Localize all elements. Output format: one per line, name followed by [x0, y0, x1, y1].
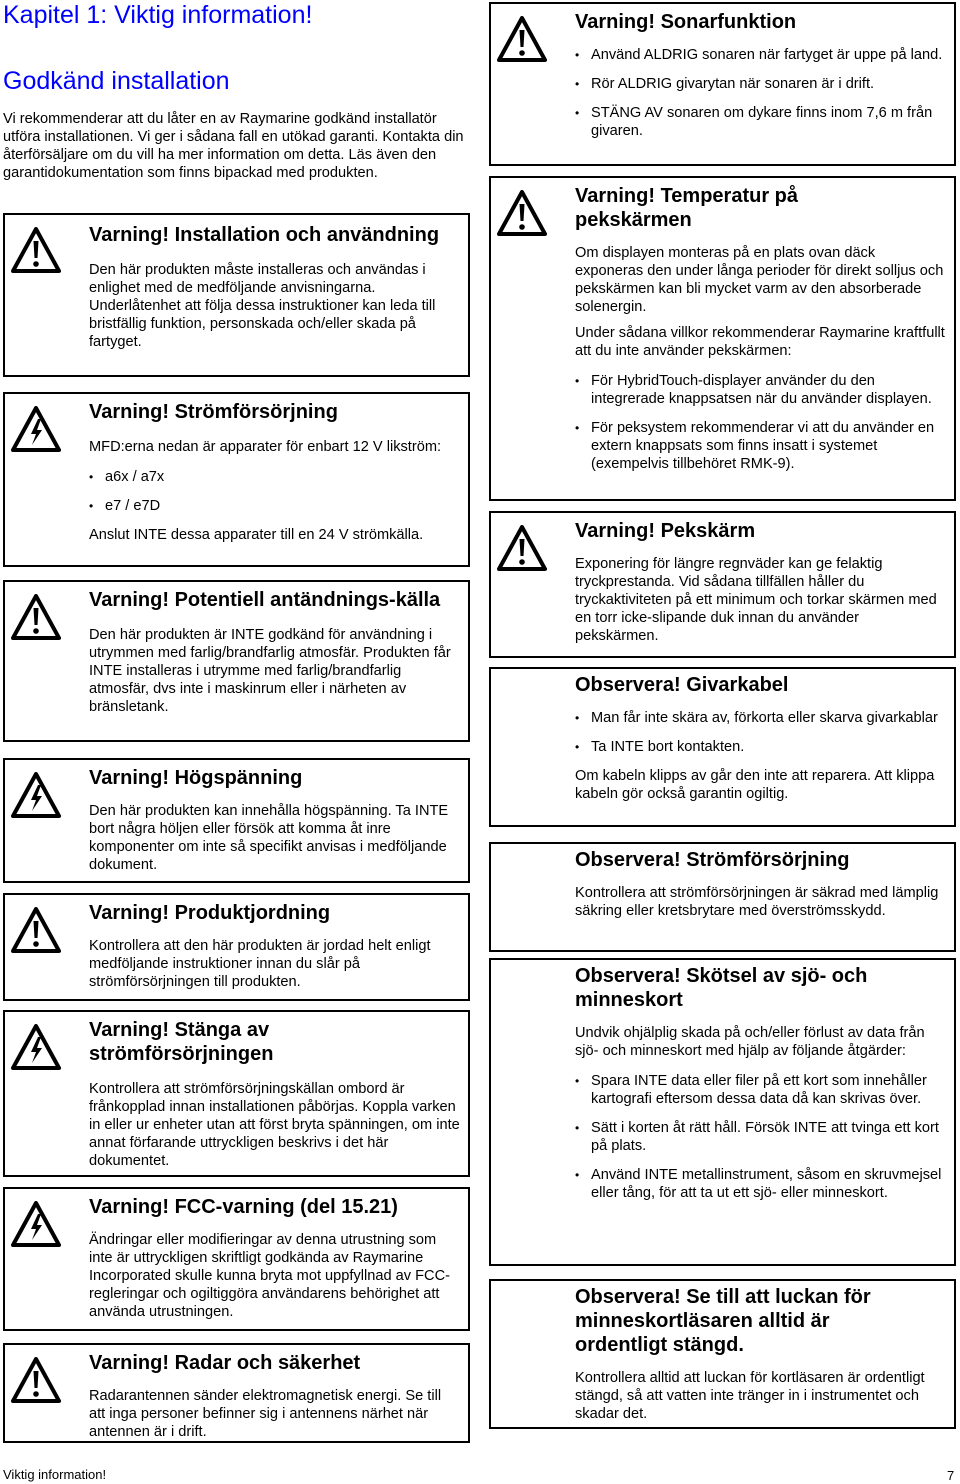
warning-exclamation-icon — [11, 227, 61, 273]
list-item: • a6x / a7x — [89, 468, 460, 486]
warning-electric-icon — [11, 772, 61, 818]
warning-title: Varning! Temperatur på pekskärmen — [575, 185, 799, 231]
warning-box-high-voltage — [3, 758, 470, 883]
warning-title: Varning! Högspänning — [89, 767, 303, 789]
chapter-title: Kapitel 1: Viktig information! — [3, 1, 313, 29]
warning-exclamation-icon — [497, 16, 547, 62]
note-text: Om kabeln klipps av går den inte att reparera. Att klippa kabeln gör också garantin ogiltig. — [575, 768, 935, 802]
warning-electric-icon — [11, 1024, 61, 1070]
warning-box-power-off — [3, 1010, 470, 1177]
page-number: 7 — [947, 1468, 955, 1483]
cable-bullet-list — [575, 709, 946, 756]
warning-title: Varning! Stänga av strömförsörjningen — [89, 1019, 274, 1065]
warning-title: Varning! Installation och användning — [89, 224, 440, 246]
note-box-power-supply — [489, 842, 956, 952]
card-care-bullet-list — [575, 1072, 946, 1202]
warning-text: Radarantennen sänder elektromagnetisk energi. Se till att inga personer befinner sig i antennens närhet när antennen är i drift. — [89, 1388, 442, 1440]
list-item: • Rör ALDRIG givarytan när sonaren är i drift. — [575, 75, 946, 93]
list-item: • För peksystem rekommenderar vi att du använder en extern knappsats som finns insatt i systemet (exempelvis tillbehöret RMK-9). — [575, 419, 946, 473]
warning-exclamation-icon — [497, 525, 547, 571]
warning-box-radar — [3, 1343, 470, 1443]
note-title: Observera! Givarkabel — [575, 674, 789, 696]
warning-box-sonar — [489, 2, 956, 166]
model-list — [89, 468, 460, 515]
warning-box-ignition — [3, 580, 470, 742]
sonar-bullet-list — [575, 46, 946, 140]
warning-title: Varning! Radar och säkerhet — [89, 1352, 361, 1374]
list-item: • Sätt i korten åt rätt håll. Försök INTE att tvinga ett kort på plats. — [575, 1119, 946, 1155]
warning-exclamation-icon — [11, 907, 61, 953]
list-item: • Spara INTE data eller filer på ett kort som innehåller kartografi eftersom dessa data då kan skrivas över. — [575, 1072, 946, 1108]
warning-text: Under sådana villkor rekommenderar Raymarine kraftfullt att du inte använder pekskärmen: — [575, 325, 945, 359]
warning-title: Varning! FCC-varning (del 15.21) — [89, 1196, 398, 1218]
list-item: • STÄNG AV sonaren om dykare finns inom 7,6 m från givaren. — [575, 104, 946, 140]
note-box-transducer-cable — [489, 667, 956, 827]
warning-text: Den här produkten måste installeras och användas i enlighet med de medföljande anvisningarna. Underlåtenhet att följa dessa instruktioner kan leda till bristfällig funktion, personskada och/eller skada på fartyget. — [89, 262, 436, 350]
note-box-card-reader-door — [489, 1279, 956, 1429]
warning-text: Den här produkten är INTE godkänd för användning i utrymmen med farlig/brandfarlig atmosfär. Produkten får INTE installeras i utrymme med farlig/brandfarlig atmosfär, dvs inte i maskinrum eller i närheten av bränsletank. — [89, 627, 451, 715]
warning-exclamation-icon — [11, 594, 61, 640]
note-text: Undvik ohjälplig skada på och/eller förlust av data från sjö- och minneskort med hjälp av följande åtgärder: — [575, 1025, 925, 1059]
warning-text: MFD:erna nedan är apparater för enbart 12 V likström: — [89, 439, 442, 455]
warning-title: Varning! Produktjordning — [89, 902, 331, 924]
touchscreen-bullet-list — [575, 372, 946, 473]
warning-box-grounding — [3, 893, 470, 1001]
warning-electric-icon — [11, 406, 61, 452]
note-title: Observera! Se till att luckan för minneskortläsaren alltid är ordentligt stängd. — [575, 1286, 871, 1356]
warning-title: Varning! Potentiell antändnings-källa — [89, 589, 441, 611]
note-title: Observera! Skötsel av sjö- och minneskort — [575, 965, 868, 1011]
warning-text: Kontrollera att den här produkten är jordad helt enligt medföljande instruktioner innan du slår på strömförsörjningen till produkten. — [89, 938, 431, 990]
warning-box-fcc — [3, 1187, 470, 1331]
list-item: • Använd INTE metallinstrument, såsom en skruvmejsel eller tång, för att ta ut ett sjö- eller minneskort. — [575, 1166, 946, 1202]
warning-box-installation — [3, 213, 470, 377]
list-item: • Använd ALDRIG sonaren när fartyget är uppe på land. — [575, 46, 946, 64]
warning-text: Ändringar eller modifieringar av denna utrustning som inte är uttryckligen skriftligt godkända av Raymarine Incorporated skulle kunna bryta mot uppfyllnad av FCC-regleringar och ogiltiggöra användarens behörighet att använda utrustningen. — [89, 1232, 450, 1320]
warning-box-touchscreen — [489, 511, 956, 658]
warning-text: Om displayen monteras på en plats ovan däck exponeras den under långa perioder för direkt solljus och pekskärmen kan bli mycket varm av den absorberade solenergin. — [575, 245, 944, 315]
note-title: Observera! Strömförsörjning — [575, 849, 850, 871]
list-item: • Man får inte skära av, förkorta eller skarva givarkablar — [575, 709, 946, 727]
warning-text: Exponering för längre regnväder kan ge felaktig tryckprestanda. Vid sådana tillfällen håller du tryckaktiviteten på ett minimum och torkar skärmen med en torr icke-slipande duk innan du använder pekskärmen. — [575, 556, 937, 644]
footer-chapter-label: Viktig information! — [3, 1467, 107, 1482]
warning-exclamation-icon — [11, 1357, 61, 1403]
warning-exclamation-icon — [497, 190, 547, 236]
intro-paragraph: Vi rekommenderar att du låter en av Raymarine godkänd installatör utföra installationen. Vi ger i sådana fall en utökad garanti. Kontakta din återförsäljare om du vill ha mer information om detta. Läs även den garantidokumentation som finns bipackad med produkten. — [3, 111, 464, 181]
list-item: • Ta INTE bort kontakten. — [575, 738, 946, 756]
warning-box-touchscreen-temperature — [489, 176, 956, 501]
note-text: Kontrollera alltid att luckan för kortläsaren är ordentligt stängd, så att vatten inte tränger in i instrumentet och skadar det. — [575, 1370, 925, 1422]
warning-text: Kontrollera att strömförsörjningskällan ombord är frånkopplad innan installationen påbörjas. Koppla varken in eller ur enheter utan att först bryta spänningen, om inte annat förfarande uttryckligen beskrivs i det här dokumentet. — [89, 1081, 460, 1169]
note-text: Kontrollera att strömförsörjningen är säkrad med lämplig säkring eller kretsbrytare med överströmsskydd. — [575, 885, 939, 919]
list-item: • e7 / e7D — [89, 497, 460, 515]
warning-box-power — [3, 392, 470, 567]
warning-text: Den här produkten kan innehålla högspänning. Ta INTE bort några höljen eller försök att komma åt inre komponenter om inte så specifikt anvisas i medföljande dokument. — [89, 803, 449, 873]
warning-title: Varning! Sonarfunktion — [575, 11, 797, 33]
warning-title: Varning! Strömförsörjning — [89, 401, 338, 423]
warning-electric-icon — [11, 1201, 61, 1247]
warning-title: Varning! Pekskärm — [575, 520, 756, 542]
warning-text: Anslut INTE dessa apparater till en 24 V strömkälla. — [89, 527, 424, 543]
section-title: Godkänd installation — [3, 67, 230, 95]
list-item: • För HybridTouch-displayer använder du den integrerade knappsatsen när du använder displayen. — [575, 372, 946, 408]
note-box-card-care — [489, 958, 956, 1266]
